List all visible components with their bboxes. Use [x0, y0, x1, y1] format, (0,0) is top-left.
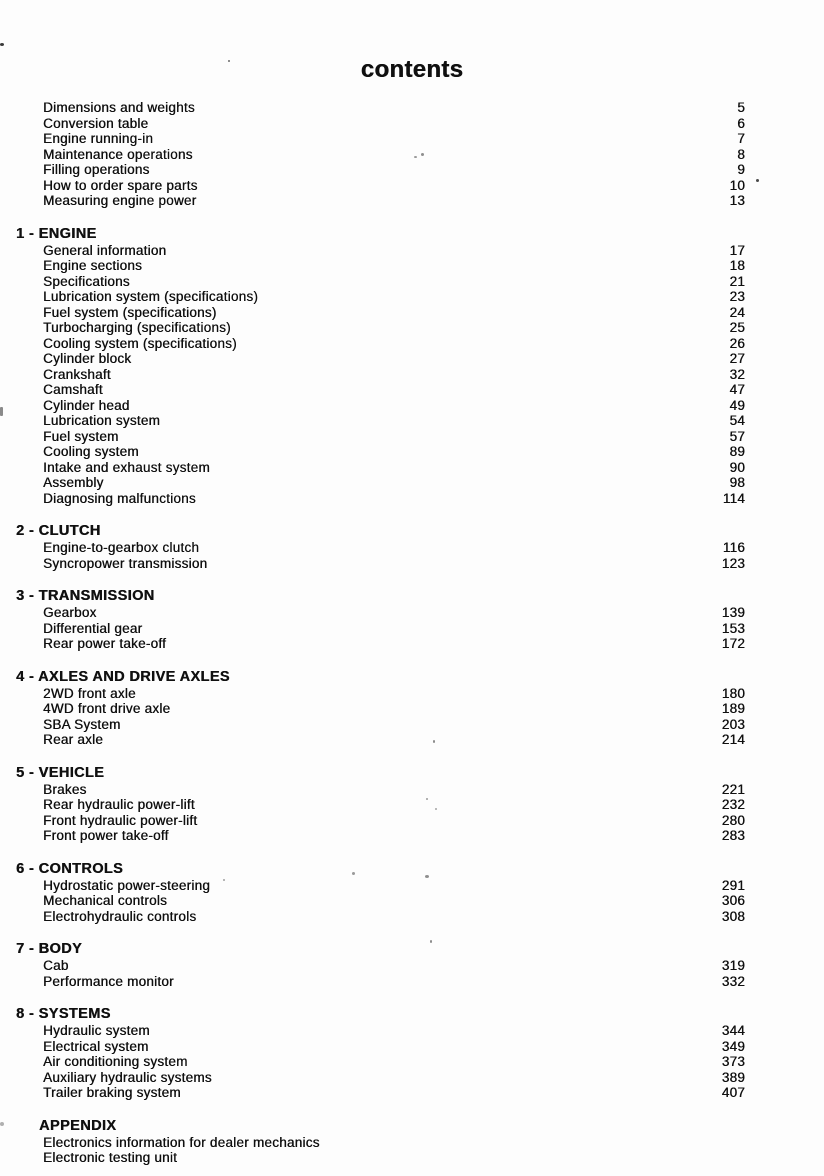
toc-row — [0, 556, 824, 572]
toc-row — [0, 701, 824, 717]
toc-section — [0, 861, 824, 925]
toc-entry-label: SBA System — [43, 716, 121, 732]
toc-entry-label: Rear hydraulic power-lift — [43, 797, 195, 812]
toc-section — [0, 1006, 824, 1101]
toc-row — [0, 444, 824, 460]
toc-row — [0, 797, 824, 813]
scan-speck — [414, 156, 417, 158]
toc-entry-page: 21 — [729, 273, 745, 289]
toc-entry-page: 189 — [721, 701, 745, 716]
toc-entry-page: 26 — [729, 335, 745, 351]
toc-row — [0, 398, 824, 414]
toc-row — [0, 367, 824, 383]
toc-entry-label: Syncropower transmission — [43, 555, 208, 571]
toc-row — [0, 732, 824, 748]
toc-entry-page: 139 — [721, 605, 745, 620]
scan-speck — [430, 940, 432, 943]
toc-entry-page: 373 — [721, 1054, 745, 1069]
toc-entry-label: Front power take-off — [43, 828, 169, 843]
toc-entry-page: 116 — [722, 540, 745, 555]
toc-row — [0, 162, 824, 178]
toc-entry-page: 306 — [721, 893, 745, 908]
toc-row — [0, 958, 824, 974]
toc-entry-page: 203 — [721, 716, 745, 732]
toc-section — [0, 226, 824, 507]
toc-row — [0, 305, 824, 321]
toc-entry-page: 172 — [721, 636, 745, 651]
toc-row — [0, 909, 824, 925]
toc-entry-page: 389 — [721, 1069, 745, 1085]
toc-entry-label: Turbocharging (specifications) — [43, 320, 231, 335]
toc-entry-page: 153 — [721, 620, 745, 636]
scan-speck — [426, 798, 428, 800]
toc-entry-label: Cylinder head — [43, 397, 130, 413]
toc-row — [0, 193, 824, 209]
toc-row — [0, 243, 824, 259]
toc-row — [0, 131, 824, 147]
toc-entry-label: Electrohydraulic controls — [43, 908, 197, 924]
toc-row — [0, 893, 824, 909]
toc-row — [0, 460, 824, 476]
toc-entry-label: Conversion table — [43, 115, 149, 131]
toc-entry-label: Electronic testing unit — [43, 1150, 178, 1165]
toc-entry-label: Trailer braking system — [43, 1085, 181, 1100]
toc-entry-page: 291 — [721, 877, 745, 893]
toc-row — [0, 491, 824, 507]
toc-entry-label: Engine sections — [43, 258, 143, 273]
toc-entry-label: Performance monitor — [43, 973, 174, 989]
toc-entry-label: Rear power take-off — [43, 636, 167, 651]
toc-entry-label: 2WD front axle — [43, 685, 136, 701]
section-heading: 6 - CONTROLS — [16, 860, 124, 877]
toc-row — [0, 274, 824, 290]
toc-row — [0, 540, 824, 556]
toc-entry-page: 10 — [729, 177, 745, 193]
toc-row — [0, 116, 824, 132]
section-heading: APPENDIX — [39, 1117, 117, 1134]
toc-entry-page: 98 — [729, 475, 745, 490]
page-title: contents — [360, 56, 464, 83]
toc-entry-label: Electrical system — [43, 1038, 149, 1054]
toc-entry-page: 5 — [737, 100, 745, 115]
toc-entry-label: Intake and exhaust system — [43, 459, 210, 475]
toc-entry-label: 4WD front drive axle — [43, 701, 171, 716]
toc-row — [0, 336, 824, 352]
toc-entry-page: 232 — [721, 797, 745, 812]
toc-entry-page: 23 — [729, 289, 745, 304]
toc-entry-page: 214 — [721, 732, 745, 747]
toc-entry-page: 319 — [721, 958, 745, 973]
toc-row — [0, 147, 824, 163]
toc-entry-page: 8 — [737, 146, 745, 162]
section-heading: 2 - CLUTCH — [16, 523, 101, 539]
toc-row — [0, 813, 824, 829]
toc-entry-label: Air conditioning system — [43, 1054, 188, 1069]
front-matter-list — [0, 100, 824, 209]
toc-entry-label: General information — [43, 242, 167, 258]
toc-section — [0, 523, 824, 571]
toc-row — [0, 320, 824, 336]
toc-row — [0, 351, 824, 367]
toc-entry-label: Engine running-in — [43, 131, 154, 146]
toc-entry-label: Rear axle — [43, 732, 104, 747]
scan-speck — [421, 153, 424, 156]
toc-entry-page: 32 — [729, 366, 745, 382]
toc-entry-label: Electronics information for dealer mechanics — [43, 1134, 320, 1150]
toc-row — [0, 1023, 824, 1039]
toc-row — [0, 1085, 824, 1101]
toc-row — [0, 974, 824, 990]
toc-row — [0, 258, 824, 274]
toc-entry-label: Mechanical controls — [43, 893, 168, 908]
toc-section — [0, 588, 824, 652]
toc-entry-label: Auxiliary hydraulic systems — [43, 1069, 212, 1085]
section-heading: 8 - SYSTEMS — [16, 1006, 111, 1022]
table-of-contents — [0, 100, 824, 1166]
scan-speck — [433, 740, 435, 743]
toc-entry-label: Lubrication system (specifications) — [43, 289, 259, 304]
toc-row — [0, 475, 824, 491]
toc-entry-label: Lubrication system — [43, 413, 161, 428]
toc-entry-page: 114 — [722, 490, 745, 506]
toc-entry-label: Diagnosing malfunctions — [43, 490, 196, 506]
toc-entry-page: 24 — [729, 304, 745, 320]
section-heading: 5 - VEHICLE — [16, 764, 105, 781]
toc-row — [0, 1054, 824, 1070]
toc-entry-page: 280 — [721, 812, 745, 828]
toc-entry-page: 308 — [721, 908, 745, 924]
toc-entry-page: 57 — [729, 428, 745, 444]
toc-entry-label: Brakes — [43, 781, 87, 797]
toc-entry-label: Filling operations — [43, 162, 150, 177]
toc-row — [0, 429, 824, 445]
toc-row — [0, 878, 824, 894]
toc-row — [0, 413, 824, 429]
toc-entry-label: Specifications — [43, 273, 130, 289]
toc-entry-page: 18 — [729, 258, 745, 273]
toc-entry-page: 332 — [721, 973, 745, 989]
toc-entry-page: 49 — [729, 397, 745, 413]
toc-entry-label: Cooling system (specifications) — [43, 335, 237, 351]
toc-entry-page: 13 — [729, 193, 745, 208]
scan-speck — [228, 60, 230, 62]
toc-row — [0, 686, 824, 702]
toc-entry-label: Dimensions and weights — [43, 100, 195, 115]
scan-speck — [756, 179, 759, 182]
toc-entry-page: 17 — [729, 242, 745, 258]
toc-entry-label: Assembly — [43, 475, 104, 490]
toc-entry-label: Gearbox — [43, 605, 97, 620]
toc-entry-label: Front hydraulic power-lift — [43, 812, 198, 828]
toc-entry-page: 89 — [729, 444, 745, 459]
scan-speck — [352, 872, 355, 875]
toc-row — [0, 1150, 824, 1166]
scan-speck — [0, 43, 4, 46]
toc-row — [0, 828, 824, 844]
toc-entry-label: Hydrostatic power-steering — [43, 877, 211, 893]
toc-section — [0, 669, 824, 748]
toc-entry-label: Maintenance operations — [43, 146, 193, 162]
toc-entry-label: Cylinder block — [43, 351, 132, 366]
toc-entry-page: 283 — [721, 828, 745, 843]
toc-entry-page: 180 — [721, 685, 745, 701]
toc-entry-label: Cab — [43, 958, 69, 973]
toc-entry-label: Hydraulic system — [43, 1023, 150, 1038]
toc-entry-page: 344 — [721, 1023, 745, 1038]
toc-entry-page: 54 — [729, 413, 745, 428]
toc-entry-label: Crankshaft — [43, 366, 111, 382]
toc-row — [0, 178, 824, 194]
toc-entry-page: 6 — [737, 115, 745, 131]
toc-row — [0, 717, 824, 733]
section-heading: 4 - AXLES AND DRIVE AXLES — [16, 668, 230, 685]
toc-entry-page: 349 — [721, 1038, 745, 1054]
toc-row — [0, 289, 824, 305]
toc-entry-label: Cooling system — [43, 444, 139, 459]
scan-speck — [223, 879, 225, 881]
scan-speck — [435, 808, 437, 810]
toc-entry-page: 27 — [729, 351, 745, 366]
sections-list — [0, 226, 824, 1166]
toc-entry-page: 47 — [729, 382, 745, 397]
toc-row — [0, 382, 824, 398]
toc-entry-label: Measuring engine power — [43, 193, 197, 208]
toc-row — [0, 100, 824, 116]
section-heading: 1 - ENGINE — [16, 225, 97, 242]
toc-row — [0, 1135, 824, 1151]
toc-entry-label: Differential gear — [43, 620, 143, 636]
toc-row — [0, 636, 824, 652]
toc-entry-page: 90 — [729, 459, 745, 475]
toc-entry-page: 7 — [737, 131, 745, 146]
toc-entry-page: 407 — [721, 1085, 745, 1100]
toc-section — [0, 941, 824, 989]
toc-row — [0, 1039, 824, 1055]
scan-speck — [0, 1122, 4, 1126]
scan-speck — [425, 875, 429, 878]
toc-entry-label: Engine-to-gearbox clutch — [43, 540, 200, 555]
toc-entry-label: Fuel system (specifications) — [43, 304, 217, 320]
section-heading: 3 - TRANSMISSION — [16, 588, 155, 604]
toc-section — [0, 765, 824, 844]
toc-section — [0, 1118, 824, 1166]
toc-row — [0, 605, 824, 621]
toc-entry-label: Fuel system — [43, 428, 119, 444]
section-heading: 7 - BODY — [16, 941, 83, 957]
toc-entry-page: 9 — [737, 162, 745, 177]
toc-entry-page: 25 — [729, 320, 745, 335]
toc-row — [0, 1070, 824, 1086]
toc-entry-label: Camshaft — [43, 382, 103, 397]
toc-row — [0, 621, 824, 637]
toc-entry-page: 123 — [721, 555, 745, 571]
toc-row — [0, 782, 824, 798]
toc-entry-page: 221 — [721, 781, 745, 797]
scan-speck — [0, 407, 3, 416]
toc-entry-label: How to order spare parts — [43, 177, 198, 193]
